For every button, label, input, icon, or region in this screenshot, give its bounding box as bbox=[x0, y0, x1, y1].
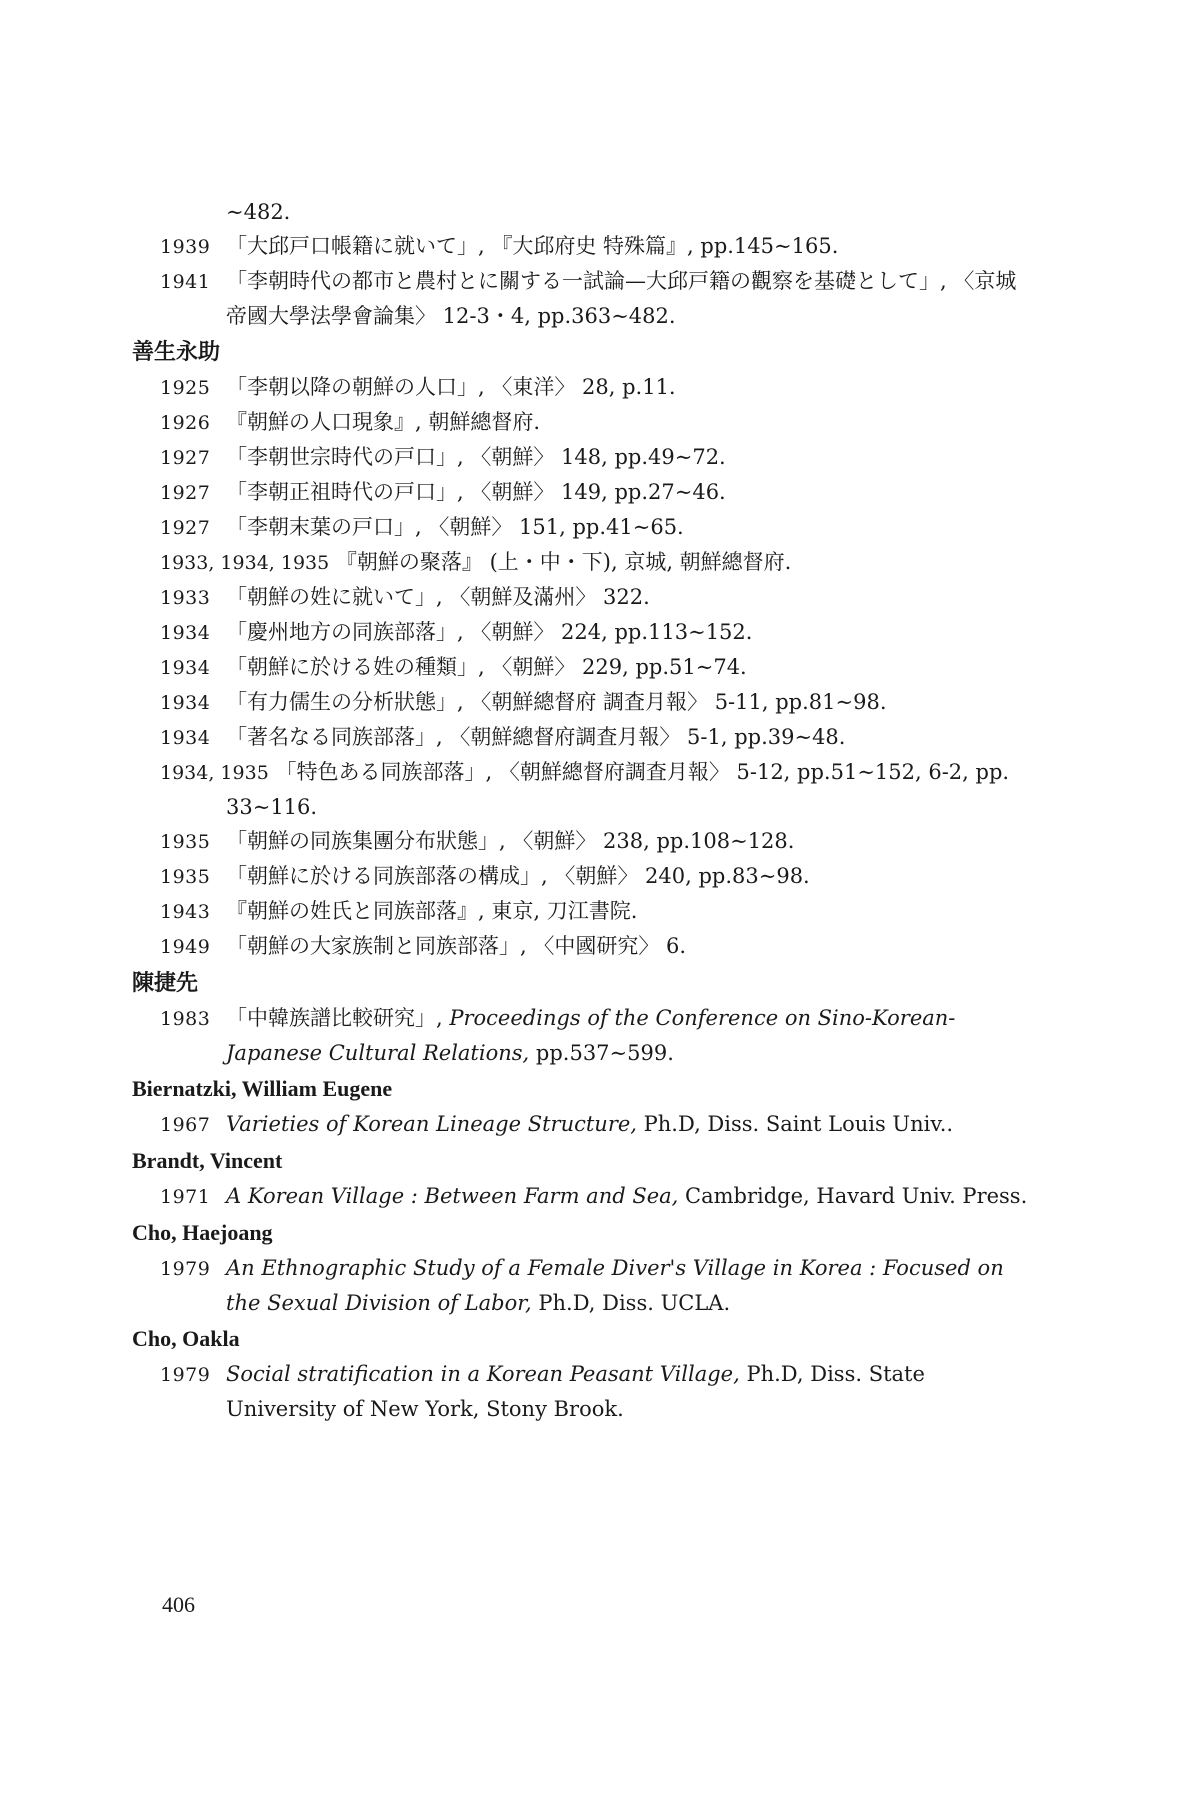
author-heading: Cho, Haejoang bbox=[132, 1220, 273, 1245]
bib-entry bbox=[132, 440, 1032, 475]
entry-year: 1941 bbox=[160, 271, 211, 293]
entry-year: 1927 bbox=[160, 447, 211, 469]
entry-year: 1934 bbox=[160, 692, 211, 714]
entry-text-after: Ph.D, Diss. State University of New York, Stony Brook. bbox=[226, 1362, 925, 1421]
entry-text: 「有力儒生の分析狀態」, 〈朝鮮總督府 調査月報〉 5-11, pp.81∼98. bbox=[226, 690, 887, 714]
entry-title-italic: A Korean Village : Between Farm and Sea, bbox=[226, 1184, 679, 1208]
bib-entry bbox=[132, 1251, 1032, 1320]
author-heading: Biernatzki, William Eugene bbox=[132, 1076, 393, 1101]
entry-year: 1933, 1934, 1935 bbox=[160, 552, 330, 574]
entry-text: 『朝鮮の人口現象』, 朝鮮總督府. bbox=[226, 410, 541, 434]
entry-year: 1925 bbox=[160, 377, 211, 399]
entry-year: 1983 bbox=[160, 1008, 211, 1030]
bib-entry bbox=[132, 229, 1032, 264]
entry-text: 「大邱戸口帳籍に就いて」, 『大邱府史 特殊篇』, pp.145∼165. bbox=[226, 234, 839, 258]
entry-text: 「特色ある同族部落」, 〈朝鮮總督府調査月報〉 5-12, pp.51∼152, 6-2, pp. 33∼116. bbox=[226, 760, 1010, 819]
page-number: 406 bbox=[162, 1592, 195, 1617]
entry-year: 1935 bbox=[160, 831, 211, 853]
entry-year: 1979 bbox=[160, 1258, 211, 1280]
bib-entry bbox=[132, 824, 1032, 859]
bib-entry bbox=[132, 1179, 1032, 1214]
entry-year: 1939 bbox=[160, 236, 211, 258]
entry-year: 1926 bbox=[160, 412, 211, 434]
entry-text: 「中韓族譜比較研究」, bbox=[226, 1006, 450, 1030]
entry-text-after: Ph.D, Diss. Saint Louis Univ.. bbox=[636, 1112, 954, 1136]
author-heading: 善生永助 bbox=[132, 339, 221, 364]
bib-entry bbox=[132, 859, 1032, 894]
entry-text: 「朝鮮の姓に就いて」, 〈朝鮮及滿州〉 322. bbox=[226, 585, 650, 609]
bib-entry bbox=[132, 1357, 1032, 1426]
bibliography-list bbox=[132, 195, 1032, 1426]
bib-entry bbox=[132, 1001, 1032, 1070]
bib-entry bbox=[132, 545, 1032, 580]
entry-text: 「李朝正祖時代の戸口」, 〈朝鮮〉 149, pp.27∼46. bbox=[226, 480, 726, 504]
entry-title-italic: Varieties of Korean Lineage Structure, bbox=[226, 1112, 637, 1136]
entry-year: 1949 bbox=[160, 936, 211, 958]
entry-text: 「李朝以降の朝鮮の人口」, 〈東洋〉 28, p.11. bbox=[226, 375, 676, 399]
entry-year: 1934 bbox=[160, 727, 211, 749]
entry-text: 「朝鮮に於ける姓の種類」, 〈朝鮮〉 229, pp.51∼74. bbox=[226, 655, 747, 679]
entry-year: 1943 bbox=[160, 901, 211, 923]
bib-entry bbox=[132, 720, 1032, 755]
bib-entry bbox=[132, 475, 1032, 510]
entry-year: 1934, 1935 bbox=[160, 762, 269, 784]
bib-entry bbox=[132, 370, 1032, 405]
entry-title-italic: Social stratification in a Korean Peasant Village, bbox=[226, 1362, 740, 1386]
bib-entry bbox=[132, 929, 1032, 964]
entry-text: 「朝鮮に於ける同族部落の構成」, 〈朝鮮〉 240, pp.83∼98. bbox=[226, 864, 810, 888]
bib-entry bbox=[132, 685, 1032, 720]
entry-text-after: Cambridge, Havard Univ. Press. bbox=[678, 1184, 1028, 1208]
entry-text: 「慶州地方の同族部落」, 〈朝鮮〉 224, pp.113∼152. bbox=[226, 620, 753, 644]
bib-entry bbox=[132, 1107, 1032, 1142]
entry-year: 1933 bbox=[160, 587, 211, 609]
entry-text: 『朝鮮の聚落』 (上・中・下), 京城, 朝鮮總督府. bbox=[335, 550, 792, 574]
entry-text: 「著名なる同族部落」, 〈朝鮮總督府調査月報〉 5-1, pp.39∼48. bbox=[226, 725, 846, 749]
entry-year: 1934 bbox=[160, 657, 211, 679]
bib-entry bbox=[132, 510, 1032, 545]
bib-entry bbox=[132, 264, 1032, 333]
bib-entry bbox=[132, 894, 1032, 929]
entry-text: 「李朝末葉の戸口」, 〈朝鮮〉 151, pp.41∼65. bbox=[226, 515, 684, 539]
bib-entry-continuation bbox=[132, 195, 1032, 229]
entry-text-after: pp.537∼599. bbox=[529, 1041, 674, 1065]
bib-entry bbox=[132, 580, 1032, 615]
entry-text: ∼482. bbox=[226, 200, 291, 224]
entry-year: 1927 bbox=[160, 482, 211, 504]
entry-year: 1934 bbox=[160, 622, 211, 644]
author-heading: Cho, Oakla bbox=[132, 1326, 240, 1351]
author-heading: 陳捷先 bbox=[132, 970, 199, 995]
entry-text: 「李朝世宗時代の戸口」, 〈朝鮮〉 148, pp.49∼72. bbox=[226, 445, 726, 469]
entry-year: 1971 bbox=[160, 1186, 211, 1208]
entry-text: 「李朝時代の都市と農村とに關する一試論—大邱戸籍の觀察を基礎として」, 〈京城帝國大學法學會論集〉 12-3・4, pp.363∼482. bbox=[226, 269, 1017, 328]
author-heading: Brandt, Vincent bbox=[132, 1148, 283, 1173]
entry-text: 「朝鮮の同族集團分布狀態」, 〈朝鮮〉 238, pp.108∼128. bbox=[226, 829, 795, 853]
bib-entry bbox=[132, 405, 1032, 440]
bib-entry bbox=[132, 615, 1032, 650]
bib-entry bbox=[132, 650, 1032, 685]
entry-title-italic: Proceedings of the Conference on Sino-Korean-Japanese Cultural Relations, bbox=[226, 1006, 956, 1065]
entry-year: 1967 bbox=[160, 1114, 211, 1136]
entry-year: 1979 bbox=[160, 1364, 211, 1386]
entry-text: 『朝鮮の姓氏と同族部落』, 東京, 刀江書院. bbox=[226, 899, 638, 923]
entry-year: 1935 bbox=[160, 866, 211, 888]
entry-text-after: Ph.D, Diss. UCLA. bbox=[531, 1291, 731, 1315]
bib-entry bbox=[132, 755, 1032, 824]
entry-year: 1927 bbox=[160, 517, 211, 539]
entry-text: 「朝鮮の大家族制と同族部落」, 〈中國研究〉 6. bbox=[226, 934, 687, 958]
entry-title-italic: An Ethnographic Study of a Female Diver's Village in Korea : Focused on the Sexual Division of Labor, bbox=[226, 1256, 1004, 1315]
